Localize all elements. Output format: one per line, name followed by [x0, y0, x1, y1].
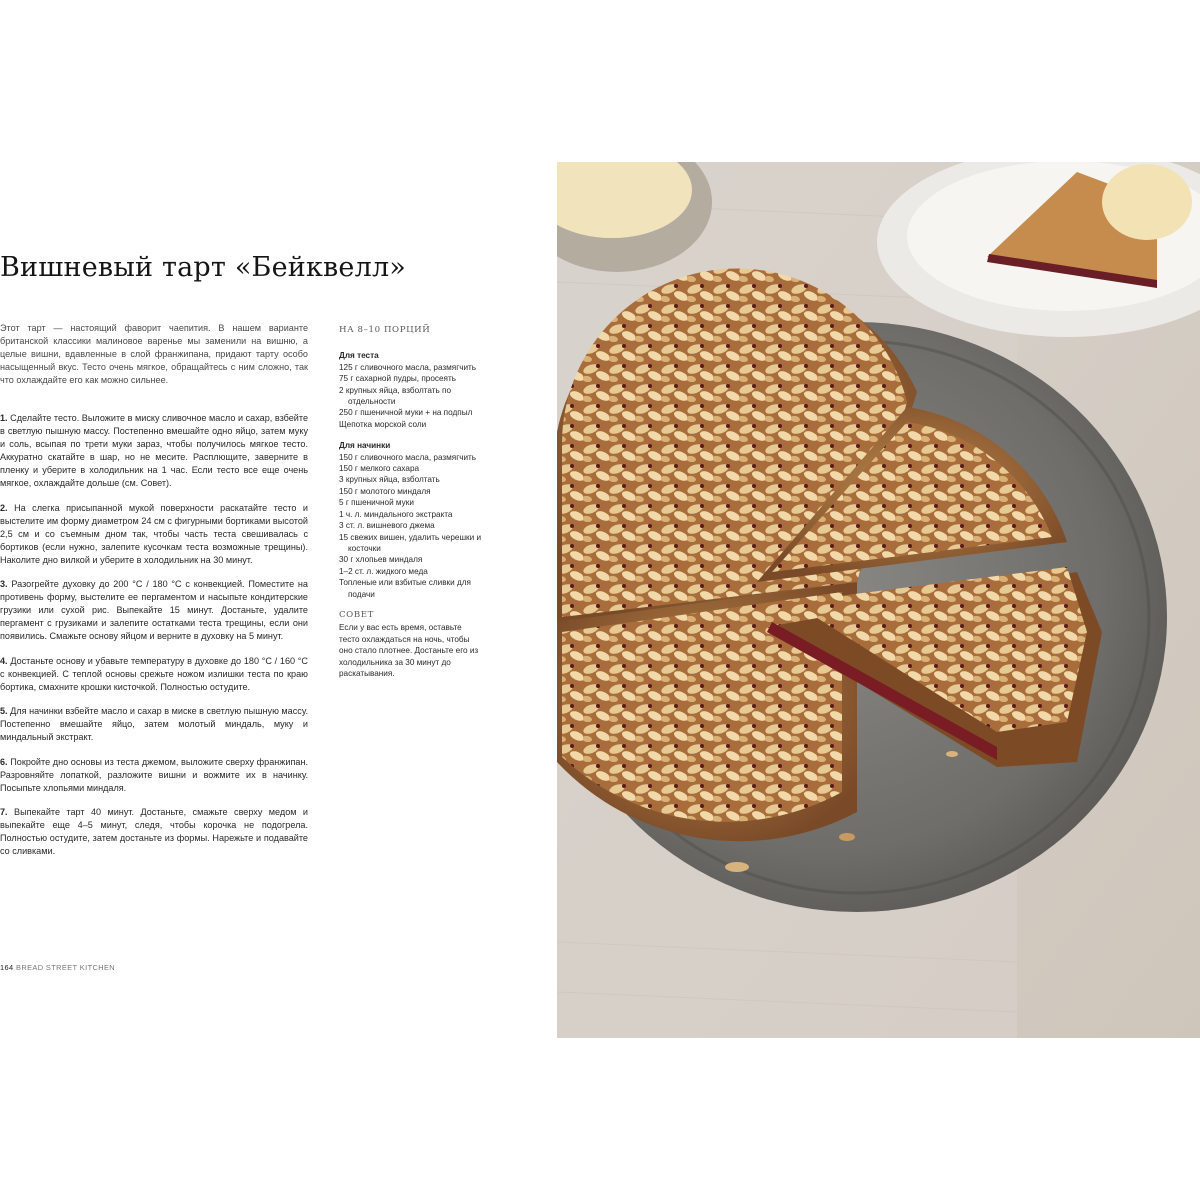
- ingredient-item: 3 крупных яйца, взболтать: [339, 475, 440, 485]
- dough-heading: Для теста: [339, 351, 379, 361]
- ingredients-sidebar: [339, 325, 484, 679]
- step-text: Сделайте тесто. Выложите в миску сливочное масло и сахар, взбейте в светлую пышную массу. Постепенно вмешайте одно яйцо, затем муку и соль, всыпая по трети муки зараз, чтобы получилось мягкое тесто. Аккуратно скатайте в шар, но не месите. Расплющите, заверните в пленку и уберите в холодильник на 1 час. Если тесто все еще очень мягкое, охлаждайте дольше (см. Совет).: [0, 413, 309, 488]
- method-step: [0, 655, 308, 694]
- ingredient-item: 150 г сливочного масла, размягчить: [339, 452, 477, 462]
- page-footer: [0, 963, 115, 972]
- ingredient-item: 1–2 ст. л. жидкого меда: [339, 566, 428, 576]
- method-step: [0, 806, 308, 858]
- ingredient-item: 3 ст. л. вишневого джема: [339, 521, 435, 531]
- ingredient-item: 150 г мелкого сахара: [339, 464, 420, 474]
- recipe-intro: Этот тарт — настоящий фаворит чаепития. В нашем варианте британской классики малиновое варенье мы заменили на вишню, а целые вишни, вдавленные в слой франжипана, придают тарту особо насыщенный вкус. Тесто очень мягкое, обращайтесь с ним сложно, так что охлаждайте его как можно сильнее.: [0, 323, 308, 385]
- step-number: 3.: [0, 579, 8, 589]
- ingredient-item: 30 г хлопьев миндаля: [339, 555, 423, 565]
- step-number: 6.: [0, 756, 8, 767]
- ingredient-item: Топленые или взбитые сливки для подачи: [339, 578, 471, 599]
- dough-ingredients: [339, 350, 484, 430]
- tip-heading: СОВЕТ: [339, 609, 374, 620]
- step-number: 2.: [0, 502, 8, 513]
- tart-illustration: [557, 162, 1200, 1038]
- step-number: 7.: [0, 807, 8, 817]
- step-number: 4.: [0, 655, 8, 666]
- ingredient-item: 125 г сливочного масла, размягчить: [339, 362, 477, 372]
- page-number: 164: [0, 963, 14, 972]
- tip-text: Если у вас есть время, оставьте тесто охлаждаться на ночь, чтобы оно стало плотнее. Достаньте его из холодильника за 30 минут до раскатывания.: [339, 623, 479, 678]
- servings-label: НА 8–10 ПОРЦИЙ: [339, 325, 431, 335]
- step-text: На слегка присыпанной мукой поверхности раскатайте тесто и выстелите им форму диаметром 24 см с фигурными бортиками высотой 2,5 см и со съемным дном так, чтобы часть теста свешивалась с бортиков (если нужно, залепите кусочкам теста возможные трещины). Наколите дно вилкой и уберите в холодильник на 30 минут.: [0, 502, 308, 565]
- tart-photo: [557, 162, 1200, 1038]
- ingredient-item: 5 г пшеничной муки: [339, 498, 414, 508]
- recipe-title: Вишневый тарт «Бейквелл»: [0, 252, 407, 283]
- filling-ingredients: [339, 440, 484, 600]
- ingredient-item: 2 крупных яйца, взболтать по отдельности: [339, 385, 452, 407]
- ingredient-item: 75 г сахарной пудры, просеять: [339, 374, 456, 384]
- method-steps: [0, 412, 308, 870]
- ingredient-item: 15 свежих вишен, удалить черешки и косточки: [339, 532, 482, 553]
- step-text: Достаньте основу и убавьте температуру в духовке до 180 °C / 160 °C с конвекцией. С теплой основы срежьте ножом излишки теста по краю бортика, смахните крошки кисточкой. Полностью остудите.: [0, 655, 308, 692]
- step-text: Для начинки взбейте масло и сахар в миске в светлую пышную массу. Постепенно вмешайте яйцо, затем молотый миндаль, муку и миндальный экстракт.: [0, 706, 308, 742]
- step-number: 1.: [0, 413, 8, 423]
- step-text: Разогрейте духовку до 200 °C / 180 °C с конвекцией. Поместите на противень форму, выстелите ее пергаментом и насыпьте кондитерские грузики или сухой рис. Выпекайте 15 минут. Достаньте, удалите пергамент с грузиками и залепите остатками теста трещины, если они появились. Смажьте основу яйцом и верните в духовку на 5 минут.: [0, 579, 308, 641]
- step-text: Покройте дно основы из теста джемом, выложите сверху франжипан. Разровняйте лопаткой, разложите вишни и вожмите их в начинку. Посыпьте хлопьями миндаля.: [0, 756, 308, 793]
- method-step: [0, 502, 308, 567]
- method-step: [0, 705, 308, 744]
- ingredient-item: 250 г пшеничной муки + на подпыл: [339, 408, 473, 418]
- step-text: Выпекайте тарт 40 минут. Достаньте, смажьте сверху медом и выпекайте еще 4–5 минут, следя, чтобы корочка не подогрела. Полностью остудите, затем достаньте из формы. Нарежьте и подавайте со сливками.: [0, 807, 309, 856]
- method-step: [0, 412, 308, 490]
- step-number: 5.: [0, 706, 8, 716]
- filling-heading: Для начинки: [339, 441, 391, 451]
- ingredient-item: 1 ч. л. миндального экстракта: [339, 509, 453, 519]
- book-title: BREAD STREET KITCHEN: [16, 963, 116, 972]
- ingredient-item: Щепотка морской соли: [339, 419, 427, 429]
- method-step: [0, 756, 308, 795]
- method-step: [0, 578, 308, 643]
- ingredient-item: 150 г молотого миндаля: [339, 486, 431, 496]
